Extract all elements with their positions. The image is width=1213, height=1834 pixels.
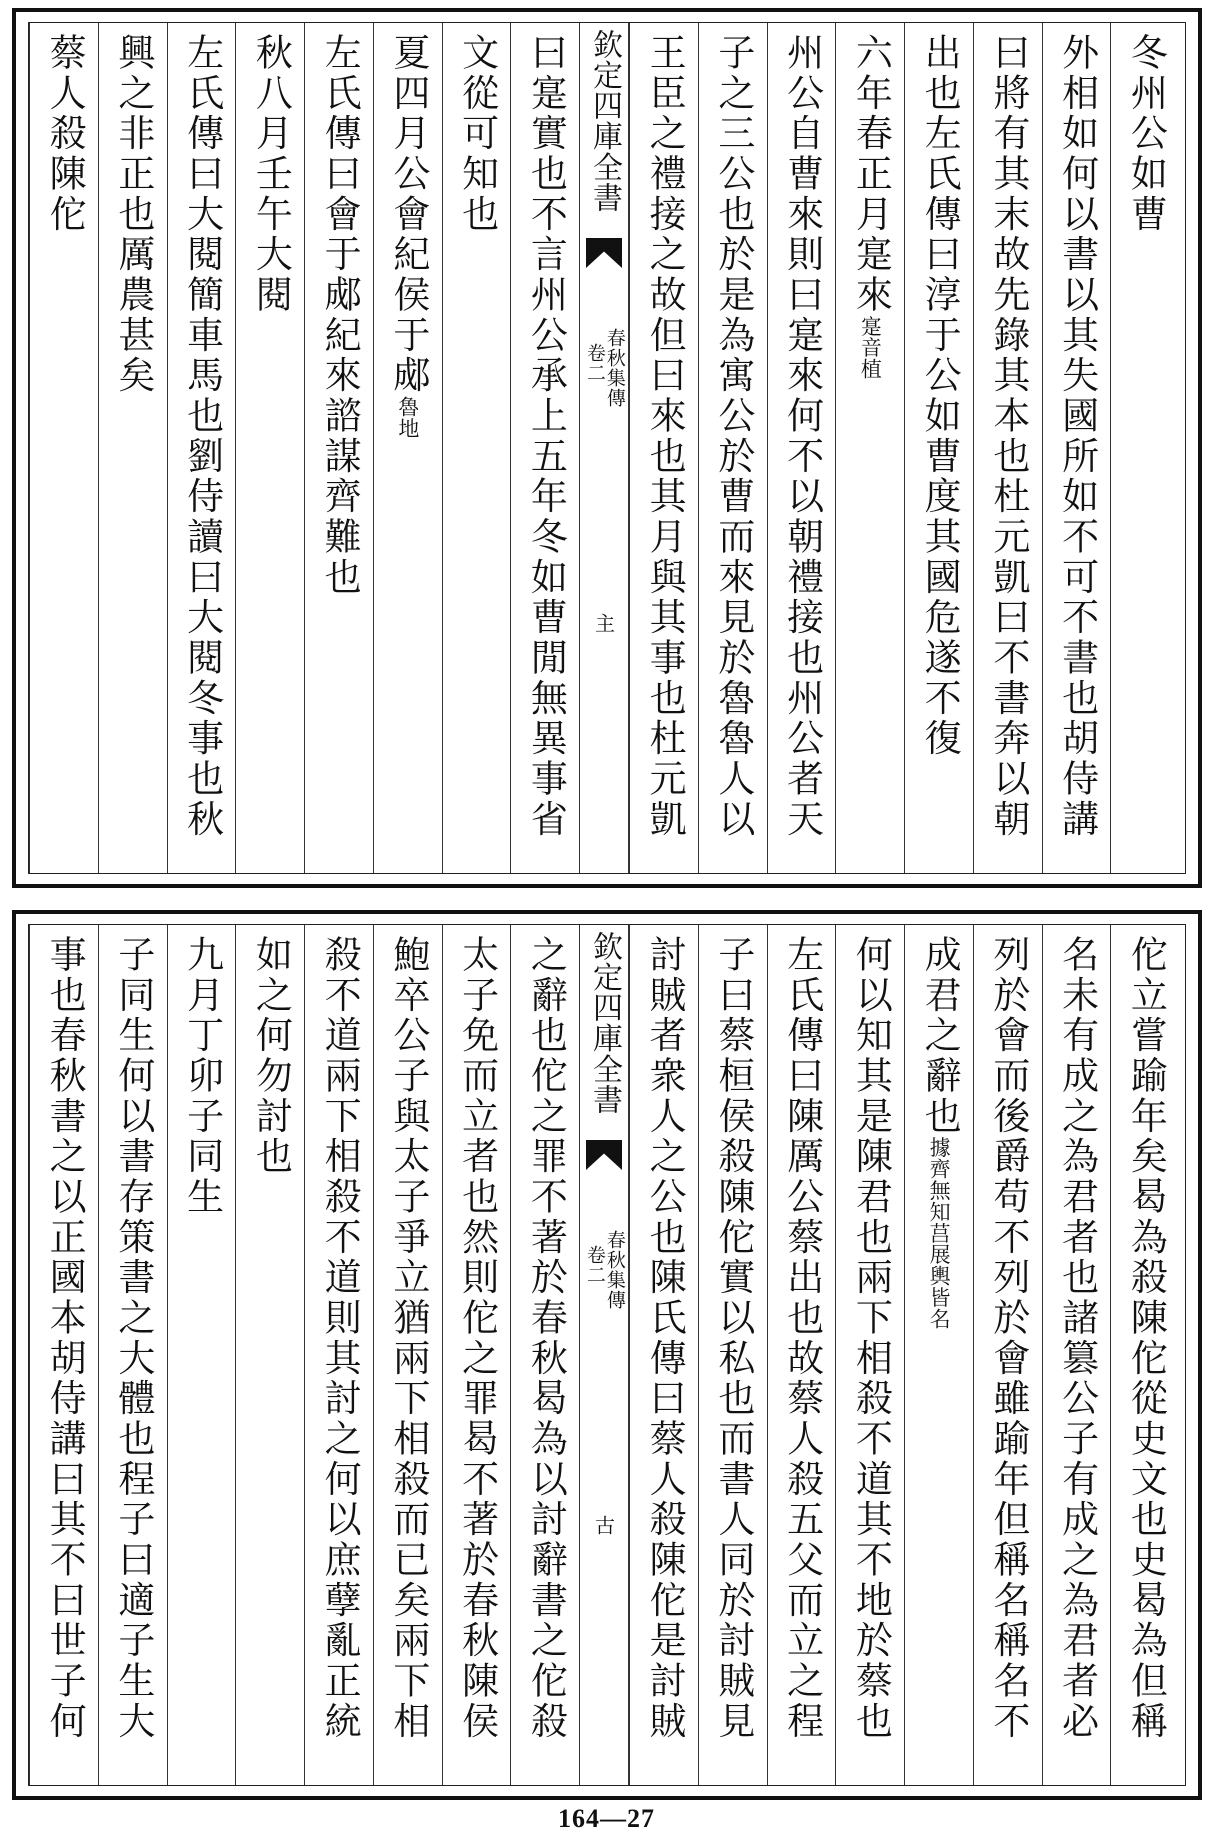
column-main-text: 外相如何以書以其失國所如不可不書也胡侍講 <box>1055 33 1099 840</box>
column-line <box>848 33 892 380</box>
bottom-page <box>12 910 1202 1800</box>
text-column <box>835 925 904 1785</box>
column-main-text: 王臣之禮接之故但曰來也其月與其事也杜元凱 <box>643 33 687 840</box>
text-column <box>973 23 1042 873</box>
column-line <box>110 935 154 1742</box>
column-main-text: 興之非正也厲農甚矣 <box>111 33 155 396</box>
column-line <box>317 33 361 598</box>
column-main-text: 秋八月壬午大閱 <box>249 33 293 316</box>
column-line <box>985 33 1029 840</box>
column-line <box>710 935 754 1742</box>
column-main-text: 鮑卒公子與太子爭立猶兩下相殺而已矣兩下相 <box>386 935 430 1742</box>
column-line <box>42 33 86 235</box>
column-main-text: 左氏傳曰陳厲公蔡出也故蔡人殺五父而立之程 <box>780 935 824 1742</box>
text-column <box>304 925 373 1785</box>
column-line <box>917 935 961 1329</box>
text-column <box>510 925 579 1785</box>
column-line <box>179 935 223 1217</box>
spine-page-number: 主 <box>591 613 616 633</box>
column-main-text: 出也左氏傳曰淳于公如曹度其國危遂不復 <box>918 33 962 759</box>
column-line <box>848 935 892 1742</box>
column-line <box>317 935 361 1742</box>
top-page <box>12 8 1202 888</box>
text-column <box>904 925 973 1785</box>
spine-book-title: 春秋集傳 <box>603 328 626 408</box>
column-main-text: 事也春秋書之以正國本胡侍講曰其不曰世子何 <box>43 935 87 1742</box>
column-main-text: 州公自曹來則曰寔來何不以朝禮接也州公者天 <box>780 33 824 840</box>
column-main-text: 名未有成之為君者也諸篡公子有成之為君者必 <box>1055 935 1099 1742</box>
interlinear-note: 魯地 <box>395 395 420 439</box>
text-column <box>442 23 511 873</box>
column-line <box>985 935 1029 1742</box>
column-line <box>385 935 429 1742</box>
column-line <box>1123 33 1167 235</box>
text-column <box>1042 23 1111 873</box>
spine-title: 欽定四庫全書 <box>587 931 622 1115</box>
top_page-spine <box>579 23 629 873</box>
text-column <box>1110 925 1179 1785</box>
text-column <box>767 23 836 873</box>
text-column <box>373 925 442 1785</box>
column-line <box>248 33 292 315</box>
text-column <box>235 925 304 1785</box>
spine-volume: 卷二 <box>583 343 606 383</box>
column-line <box>248 935 292 1177</box>
text-column <box>167 23 236 873</box>
interlinear-note: 寔音植 <box>858 315 883 380</box>
top-page-frame <box>28 22 1186 874</box>
interlinear-note: 據齊無知莒展輿皆名 <box>927 1136 952 1330</box>
column-line <box>110 33 154 396</box>
column-main-text: 六年春正月寔來 <box>849 33 893 316</box>
text-column <box>1110 23 1179 873</box>
text-column <box>973 925 1042 1785</box>
spine-title: 欽定四庫全書 <box>587 29 622 213</box>
column-main-text: 子之三公也於是為寓公於曹而來見於魯魯人以 <box>711 33 755 840</box>
text-column <box>442 925 511 1785</box>
spine-volume: 卷二 <box>583 1245 606 1285</box>
column-main-text: 列於會而後爵苟不列於會雖踰年但稱名稱名不 <box>986 935 1030 1742</box>
text-column <box>629 23 698 873</box>
column-main-text: 左氏傳曰會于郕紀來諮謀齊難也 <box>318 33 362 598</box>
text-column <box>904 23 973 873</box>
text-column <box>510 23 579 873</box>
column-main-text: 冬州公如曹 <box>1124 33 1168 235</box>
text-column <box>835 23 904 873</box>
column-line <box>454 33 498 235</box>
fishtail-ornament <box>586 238 622 268</box>
text-column <box>304 23 373 873</box>
column-main-text: 文從可知也 <box>455 33 499 235</box>
column-main-text: 子同生何以書存策書之大體也程子曰適子生大 <box>111 935 155 1742</box>
column-main-text: 佗立嘗踰年矣曷為殺陳佗從史文也史曷為但稱 <box>1124 935 1168 1742</box>
spine-page-number: 古 <box>591 1515 616 1535</box>
column-line <box>454 935 498 1742</box>
column-line <box>42 935 86 1742</box>
column-main-text: 九月丁卯子同生 <box>180 935 224 1218</box>
text-column <box>167 925 236 1785</box>
column-line <box>385 33 429 439</box>
text-column <box>373 23 442 873</box>
column-line <box>710 33 754 840</box>
text-column <box>29 23 98 873</box>
text-column <box>698 23 767 873</box>
column-main-text: 成君之辭也 <box>918 935 962 1137</box>
column-line <box>642 935 686 1742</box>
column-main-text: 蔡人殺陳佗 <box>43 33 87 235</box>
column-line <box>179 33 223 840</box>
column-line <box>779 935 823 1742</box>
text-column <box>629 925 698 1785</box>
text-column <box>1042 925 1111 1785</box>
page-footer-number: 164—27 <box>558 1804 655 1833</box>
column-main-text: 何以知其是陳君也兩下相殺不道其不地於蔡也 <box>849 935 893 1742</box>
column-main-text: 之辭也佗之罪不著於春秋曷為以討辭書之佗殺 <box>524 935 568 1742</box>
column-main-text: 曰寔實也不言州公承上五年冬如曹閒無異事省 <box>524 33 568 840</box>
column-main-text: 如之何勿討也 <box>249 935 293 1177</box>
fishtail-ornament <box>586 1140 622 1170</box>
column-line <box>917 33 961 759</box>
text-column <box>98 925 167 1785</box>
column-line <box>1123 935 1167 1742</box>
spine-book-title: 春秋集傳 <box>603 1230 626 1310</box>
text-column <box>767 925 836 1785</box>
bottom_page-spine <box>579 925 629 1785</box>
column-main-text: 討賊者衆人之公也陳氏傳曰蔡人殺陳佗是討賊 <box>643 935 687 1742</box>
column-main-text: 左氏傳曰大閱簡車馬也劉侍讀曰大閱冬事也秋 <box>180 33 224 840</box>
bottom-page-frame <box>28 924 1186 1786</box>
column-line <box>779 33 823 840</box>
column-main-text: 子曰蔡桓侯殺陳佗實以私也而書人同於討賊見 <box>711 935 755 1742</box>
column-main-text: 殺不道兩下相殺不道則其討之何以庶孽亂正統 <box>318 935 362 1742</box>
column-line <box>523 33 567 840</box>
column-line <box>1054 33 1098 840</box>
text-column <box>235 23 304 873</box>
column-line <box>523 935 567 1742</box>
text-column <box>98 23 167 873</box>
column-line <box>1054 935 1098 1742</box>
text-column <box>698 925 767 1785</box>
column-main-text: 太子免而立者也然則佗之罪曷不著於春秋陳侯 <box>455 935 499 1742</box>
text-column <box>29 925 98 1785</box>
column-main-text: 夏四月公會紀侯于郕 <box>386 33 430 396</box>
column-line <box>642 33 686 840</box>
column-main-text: 曰將有其末故先錄其本也杜元凱曰不書奔以朝 <box>986 33 1030 840</box>
